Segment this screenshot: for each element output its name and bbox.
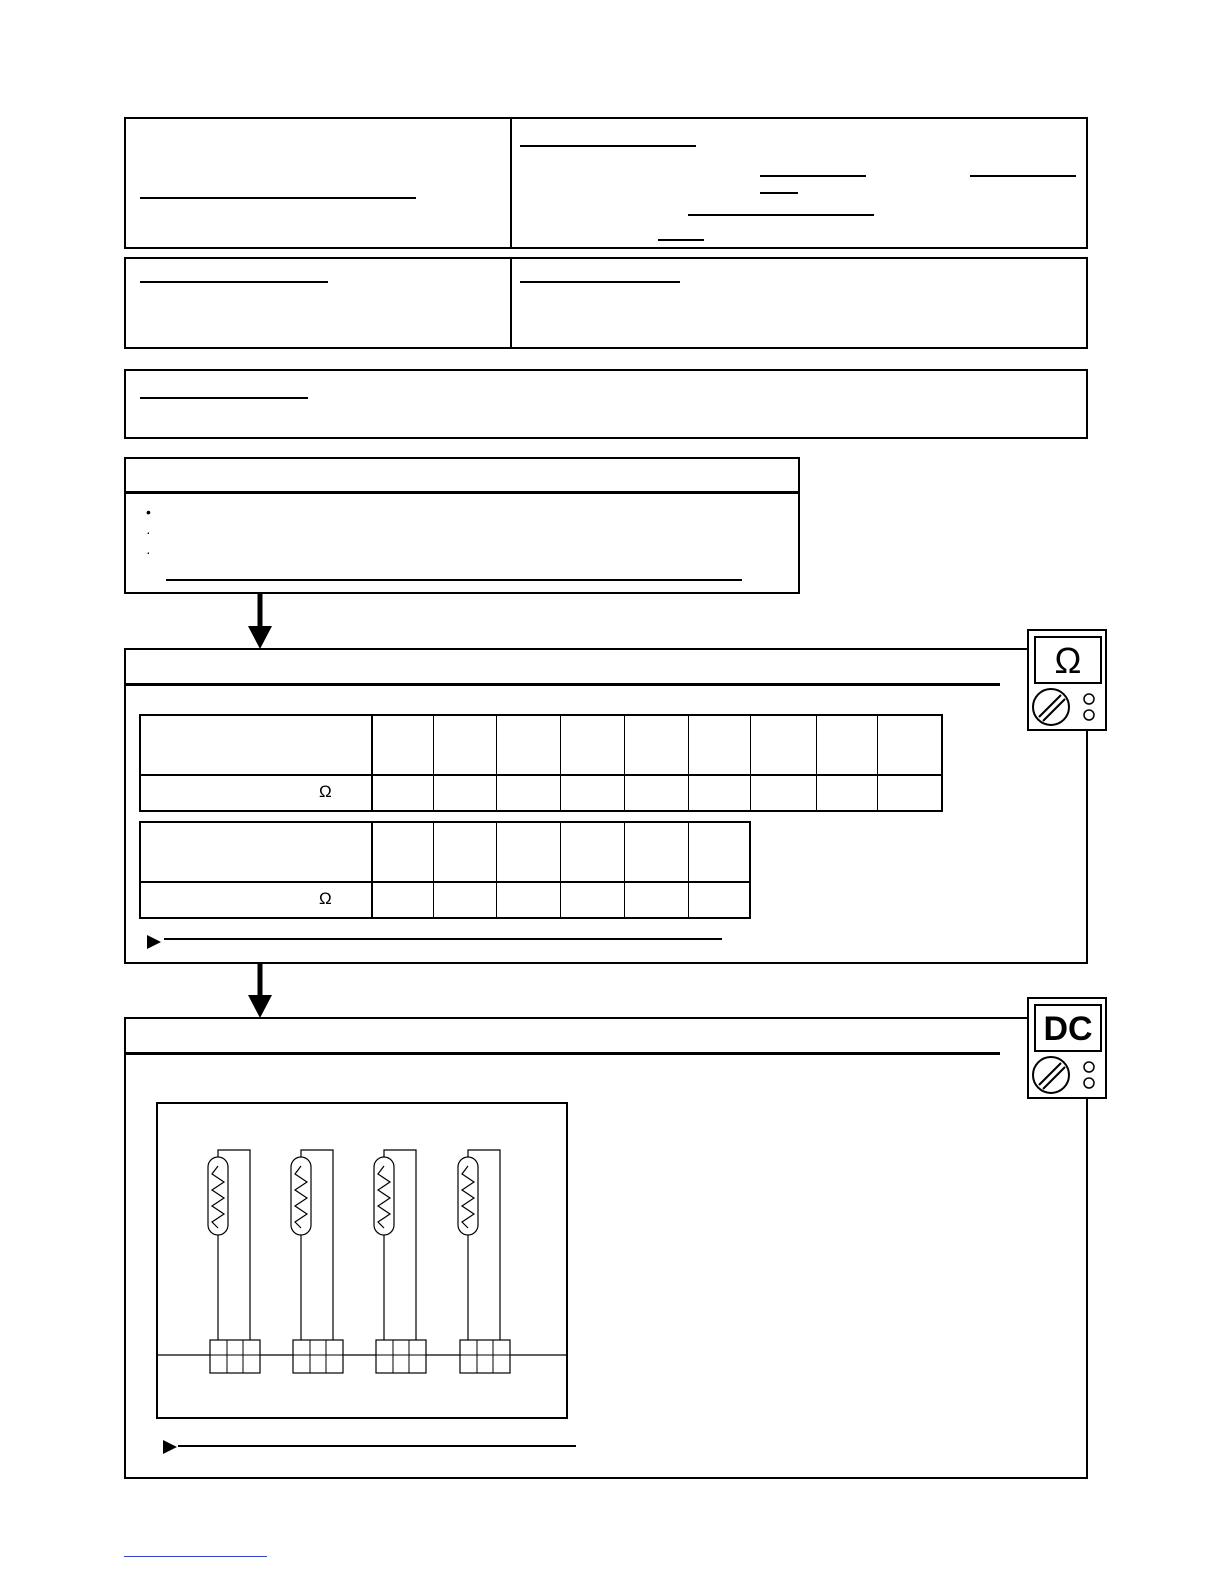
ref-link-line-1 [760, 175, 866, 177]
thermistor-sensor-icon [374, 1150, 426, 1373]
right-heading-line [520, 281, 680, 283]
section-heading-line [520, 145, 696, 147]
ohm-symbol: Ω [1054, 640, 1082, 681]
sensor-connector-diagram [156, 1102, 570, 1422]
step-1-bullet-2: · [146, 524, 151, 540]
down-arrow-icon [246, 594, 274, 650]
table-col-divider [496, 823, 497, 917]
table-col-divider [496, 716, 497, 810]
table-col-divider [688, 716, 689, 810]
pointer-triangle-icon [162, 1439, 178, 1455]
step-2-box [124, 648, 1088, 964]
ref-link-line-2 [970, 175, 1076, 177]
table-col-divider [433, 716, 434, 810]
table-col-divider [560, 823, 561, 917]
step-2-result-line [164, 938, 722, 940]
step-1-header-rule [126, 491, 798, 494]
info-box-top [124, 117, 1088, 249]
resistance-unit-label: Ω [319, 782, 332, 801]
dial-icon [1029, 685, 1105, 729]
info-box-middle-divider [510, 259, 512, 347]
table-col-divider [624, 716, 625, 810]
table-col-divider [371, 823, 373, 917]
table-col-divider [688, 823, 689, 917]
bottom-heading-line [140, 397, 308, 399]
table-col-divider [560, 716, 561, 810]
resistance-unit-label: Ω [319, 889, 332, 908]
step-1-bullet-3: · [146, 544, 151, 560]
table-col-divider [433, 823, 434, 917]
resistance-table-1 [139, 714, 943, 812]
step-1-box [124, 457, 800, 594]
model-field-line [140, 197, 416, 199]
ref-link-line-4 [688, 214, 874, 216]
dc-label: DC [1043, 1010, 1093, 1048]
pointer-triangle-icon [146, 934, 162, 950]
ohm-display [1034, 636, 1102, 684]
dc-voltmeter-icon [1027, 997, 1107, 1099]
ohmmeter-icon [1027, 629, 1107, 731]
table-col-divider [816, 716, 817, 810]
step-2-header-rule [126, 683, 1000, 686]
table-col-divider [750, 716, 751, 810]
step-3-header-rule [126, 1052, 1000, 1055]
ref-link-line-3 [760, 192, 798, 194]
thermistor-sensor-icon [291, 1150, 343, 1373]
resistance-table-2 [139, 821, 751, 919]
info-box-middle [124, 257, 1088, 349]
step-3-box [124, 1017, 1088, 1479]
info-box-divider [510, 119, 512, 247]
footer-link-underline[interactable] [124, 1556, 267, 1557]
table-row [141, 774, 941, 776]
thermistor-sensor-icon [208, 1150, 510, 1373]
thermistor-sensor-icon [208, 1150, 260, 1373]
thermistor-sensor-icon [458, 1150, 510, 1373]
table-row [141, 881, 749, 883]
step-1-note-line [166, 579, 742, 581]
step-1-bullet-1: • [146, 504, 151, 520]
ref-link-line-5 [658, 239, 704, 241]
down-arrow-icon [246, 963, 274, 1019]
left-heading-line [140, 281, 328, 283]
dial-icon [1029, 1053, 1105, 1097]
table-col-divider [624, 823, 625, 917]
table-col-divider [877, 716, 878, 810]
table-col-divider [371, 716, 373, 810]
dc-display [1034, 1004, 1102, 1052]
step-3-result-line [178, 1445, 576, 1447]
info-box-bottom [124, 369, 1088, 439]
